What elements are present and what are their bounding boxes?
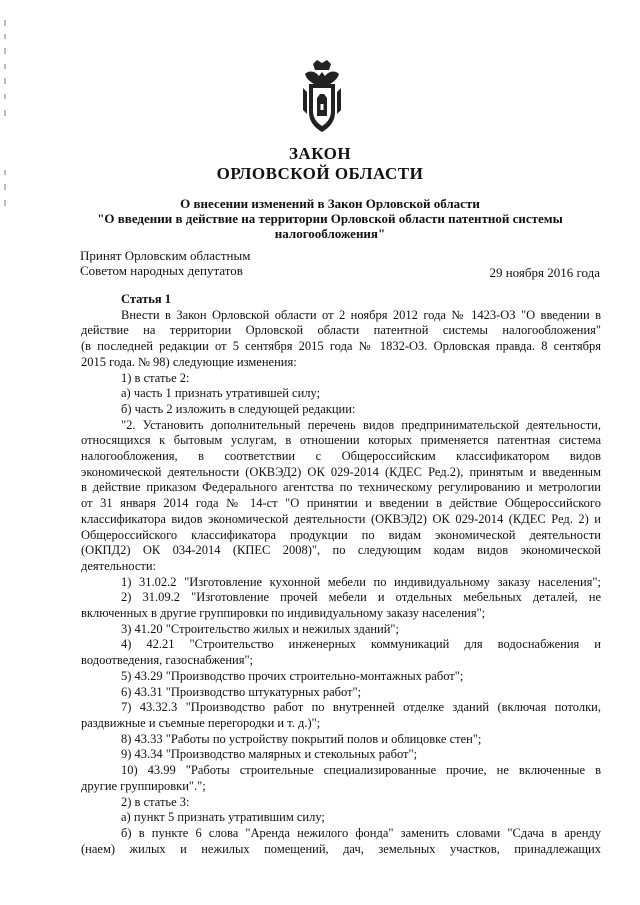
body-line: (в последней редакции от 5 сентября 2015 года № 1832-ОЗ. Орловская правда. 8 сентября	[81, 339, 601, 354]
subtitle-line-2: "О введении в действие на территории Орловской области патентной системы	[97, 211, 563, 226]
body-line: действие на территории Орловской области патентной системы налогообложения"	[81, 323, 601, 338]
body-line: (наем) жилых и нежилых помещений, дач, земельных участков, принадлежащих	[81, 841, 601, 856]
article-title: Статья 1	[121, 292, 171, 306]
body-line: в действие приказом Федерального агентства по техническому регулированию и метрологии	[81, 480, 601, 495]
body-line: Внести в Закон Орловской области от 2 ноября 2012 года № 1423-ОЗ "О введении в	[121, 307, 601, 322]
body-line: налогообложения, в соответствии с Общероссийским классификатором видов	[81, 449, 601, 464]
body-line: включенных в другие группировки по индивидуальному заказу населения";	[81, 606, 486, 621]
body-line: 2) 31.09.2 "Изготовление прочей мебели и отдельных мебельных деталей, не	[121, 590, 601, 605]
body-line: 3) 41.20 "Строительство жилых и нежилых зданий";	[121, 621, 400, 636]
subtitle-line-3: налогообложения"	[274, 226, 386, 241]
body-line: 2) в статье 3:	[121, 794, 190, 809]
body-line: 6) 43.31 "Производство штукатурных работ";	[121, 684, 362, 699]
body-line: 8) 43.33 "Работы по устройству покрытий полов и облицовке стен";	[121, 731, 482, 746]
adoption-line-2: Советом народных депутатов	[80, 263, 243, 278]
body-line: классификатора видов экономической деятельности (ОКВЭД2) ОК 029-2014 (КДЕС Ред. 2) и	[81, 511, 601, 526]
body-line: от 31 января 2014 года № 14-ст "О принятии и введении в действие Общероссийского	[81, 496, 601, 511]
adoption-line-1: Принят Орловским областным	[80, 248, 251, 263]
document-body	[81, 292, 601, 857]
body-line: 1) 31.02.2 "Изготовление кухонной мебели по индивидуальному заказу населения";	[121, 574, 601, 589]
body-line: водоотведения, газоснабжения";	[81, 653, 254, 668]
body-line: деятельности:	[81, 558, 157, 573]
coat-of-arms-emblem	[299, 58, 345, 134]
body-line: 4) 42.21 "Строительство инженерных коммуникаций для водоснабжения и	[121, 637, 601, 652]
body-line: 7) 43.32.3 "Производство работ по внутренней отделке зданий (включая потолки,	[121, 700, 601, 715]
body-line: 1) в статье 2:	[121, 370, 190, 385]
body-line: 2015 года. № 98) следующие изменения:	[81, 354, 297, 369]
region-title: ОРЛОВСКОЙ ОБЛАСТИ	[216, 164, 424, 183]
body-line: раздвижные и съемные перегородки и т. д.)";	[81, 715, 321, 730]
body-line: 9) 43.34 "Производство малярных и стекольных работ";	[121, 747, 418, 762]
body-line: б) часть 2 изложить в следующей редакции:	[121, 401, 356, 416]
body-line: 10) 43.99 "Работы строительные специализированные прочие, не включенные в	[121, 763, 601, 778]
body-line: Общероссийского классификатора продукции по видам экономической деятельности	[81, 527, 601, 542]
law-title: ЗАКОН	[288, 144, 352, 163]
body-line: другие группировки".";	[81, 778, 206, 793]
body-line: 5) 43.29 "Производство прочих строительно-монтажных работ";	[121, 668, 464, 683]
subtitle-line-1: О внесении изменений в Закон Орловской области	[180, 196, 480, 211]
body-line: экономической деятельности (ОКВЭД2) ОК 029-2014 (КДЕС Ред.2), принятым и введенным	[81, 464, 601, 479]
body-line: б) в пункте 6 слова "Аренда нежилого фонда" заменить словами "Сдача в аренду	[121, 825, 601, 840]
body-line: (ОКПД2) ОК 034-2014 (КПЕС 2008)", по следующим кодам видов экономической	[81, 543, 601, 558]
body-line: относящихся к бытовым услугам, в отношении которых применяется патентная система	[81, 433, 601, 448]
body-line: а) пункт 5 признать утратившим силу;	[121, 810, 325, 825]
adoption-date: 29 ноября 2016 года	[489, 265, 600, 280]
body-line: а) часть 1 признать утратившей силу;	[121, 386, 321, 401]
body-line: "2. Установить дополнительный перечень видов предпринимательской деятельности,	[121, 417, 601, 432]
